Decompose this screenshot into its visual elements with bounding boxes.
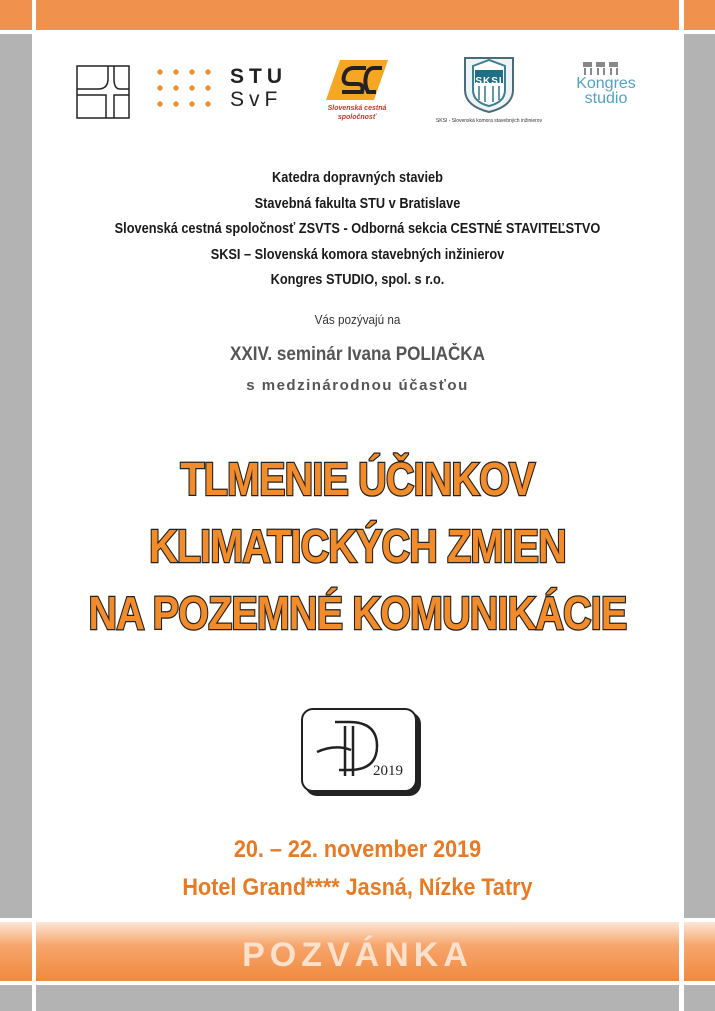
event-venue: Hotel Grand**** Jasná, Nízke Tatry [182, 874, 533, 901]
scs-logo [322, 60, 392, 126]
top-orange-bar [36, 0, 679, 30]
title-line: KLIMATICKÝCH ZMIEN [149, 520, 566, 572]
stu-dots-icon [156, 68, 218, 116]
invite-text: Vás pozývajú na [314, 312, 401, 327]
top-orange-bar-left [0, 0, 32, 30]
svf-text: SvF [230, 88, 283, 111]
kongres-studio-logo [566, 60, 646, 122]
organizer-line: Stavebná fakulta STU v Bratislave [254, 195, 461, 212]
organizer-line: Kongres STUDIO, spol. s r.o. [270, 272, 445, 288]
organizer-line: Katedra dopravných stavieb [272, 170, 443, 186]
title-line: TLMENIE ÚČINKOV [180, 453, 535, 505]
department-logo [76, 65, 130, 119]
organizer-line: Slovenská cestná spoločnosť ZSVTS - Odborná sekcia CESTNÉ STAVITEĽSTVO [114, 221, 601, 237]
international-participation: s medzinárodnou účasťou [246, 377, 469, 394]
top-orange-bar-right [684, 0, 715, 30]
sksi-caption: SKSI - Slovenská komora stavebných inžinierov [435, 118, 543, 124]
main-title [0, 446, 715, 647]
logos-row [0, 50, 715, 140]
scs-caption: Slovenská cestná spoločnosť [327, 105, 387, 121]
bottom-grey-bar [36, 985, 679, 1011]
event-date: 20. – 22. november 2019 [233, 836, 482, 863]
chairs-icon [581, 60, 631, 76]
title-line: NA POZEMNÉ KOMUNIKÁCIE [88, 587, 627, 639]
organizers-list [0, 166, 715, 294]
bottom-grey-bar-left [0, 985, 32, 1011]
stu-svf-logo [156, 65, 287, 118]
sksi-logo [428, 56, 550, 128]
kongres-text: Kongres [576, 75, 636, 92]
scs-emblem-icon [326, 60, 388, 102]
stu-text: STU [230, 65, 287, 88]
sksi-mark-text: SKSI [475, 76, 503, 87]
studio-text: studio [584, 90, 628, 107]
bottom-grey-bar-right [684, 985, 715, 1011]
seminar-name: XXIV. seminár Ivana POLIAČKA [229, 344, 486, 365]
footer-label: POZVÁNKA [242, 936, 473, 974]
organizer-line: SKSI – Slovenská komora stavebných inžinierov [210, 246, 505, 263]
emblem-year: 2019 [373, 763, 403, 779]
seminar-emblem [301, 708, 417, 792]
